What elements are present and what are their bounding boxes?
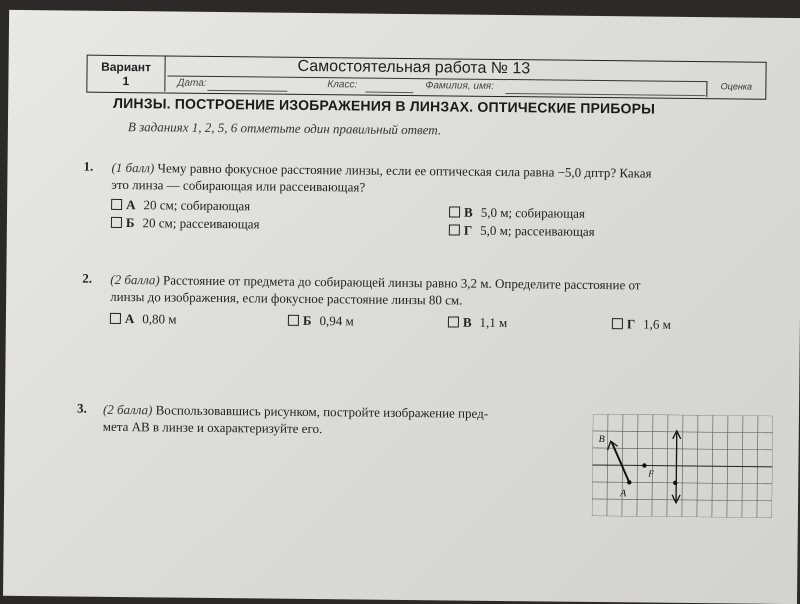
q1-points: (1 балл) xyxy=(111,159,155,176)
checkbox[interactable] xyxy=(448,316,459,327)
q2-points: (2 балла) xyxy=(110,271,160,288)
checkbox[interactable] xyxy=(288,315,299,326)
option-letter: Б xyxy=(302,312,312,329)
option-text: 0,80 м xyxy=(142,311,177,327)
variant-label: Вариант xyxy=(101,59,152,75)
option-text: 5,0 м; рассеивающая xyxy=(480,222,595,239)
lens-grid-figure xyxy=(592,414,773,518)
option-letter: Г xyxy=(626,316,636,332)
q2-line2: линзы до изображения, если фокусное расстояние линзы 80 см. xyxy=(110,288,463,308)
q2-option-b[interactable] xyxy=(288,313,354,330)
checkbox[interactable] xyxy=(612,318,623,329)
checkbox[interactable] xyxy=(449,206,460,217)
q1-number: 1. xyxy=(83,158,94,174)
option-text: 1,6 м xyxy=(643,316,672,332)
option-letter: Г xyxy=(463,222,473,238)
work-title: Самостоятельная работа № 13 xyxy=(297,57,531,78)
option-letter: А xyxy=(126,197,136,213)
class-field xyxy=(365,92,413,94)
q2-option-v[interactable] xyxy=(448,314,508,331)
q2-number: 2. xyxy=(82,270,93,286)
option-letter: Б xyxy=(125,215,135,231)
q2-option-g[interactable] xyxy=(612,316,671,333)
option-letter: В xyxy=(462,314,472,330)
page-title: ЛИНЗЫ. ПОСТРОЕНИЕ ИЗОБРАЖЕНИЯ В ЛИНЗАХ. ОПТИЧЕСКИЕ ПРИБОРЫ xyxy=(113,94,656,117)
label-a: A xyxy=(620,488,627,500)
q3-text xyxy=(103,401,583,440)
q3-line2: мета AB в линзе и охарактеризуйте его. xyxy=(102,418,323,437)
label-f: F xyxy=(648,468,654,479)
q1-option-a[interactable] xyxy=(111,197,250,214)
q2-text xyxy=(110,271,780,312)
option-text: 0,94 м xyxy=(319,313,354,329)
class-label: Класс: xyxy=(327,79,358,91)
q2-option-a[interactable] xyxy=(110,311,177,328)
q1-text xyxy=(111,159,781,200)
header-table xyxy=(86,55,766,100)
checkbox[interactable] xyxy=(111,199,122,210)
checkbox[interactable] xyxy=(111,217,122,228)
lens xyxy=(676,433,677,501)
option-letter: В xyxy=(463,204,473,220)
q1-line1: Чему равно фокусное расстояние линзы, если ее оптическая сила равна −5,0 дптр? Какая xyxy=(157,160,652,181)
date-field xyxy=(207,90,287,92)
q1-option-g[interactable] xyxy=(449,222,595,240)
instruction: В заданиях 1, 2, 5, 6 отметьте один правильный ответ. xyxy=(127,119,442,138)
name-label: Фамилия, имя: xyxy=(425,80,495,92)
option-text: 5,0 м; собирающая xyxy=(480,204,585,221)
q3-points: (2 балла) xyxy=(102,401,153,418)
checkbox[interactable] xyxy=(110,313,121,324)
checkbox[interactable] xyxy=(449,224,460,235)
worksheet-page xyxy=(3,10,800,604)
q1-line2: это линза — собирающая или рассеивающая? xyxy=(111,176,366,195)
date-label: Дата: xyxy=(177,77,207,89)
q3-number: 3. xyxy=(76,400,87,416)
option-text: 1,1 м xyxy=(479,314,508,331)
variant-number: 1 xyxy=(122,74,130,89)
grade-cell: Оценка xyxy=(706,81,765,98)
focus-left xyxy=(642,463,646,467)
label-b: B xyxy=(598,434,605,446)
name-field xyxy=(505,93,705,96)
option-text: 20 см; рассеивающая xyxy=(142,215,260,232)
option-text: 20 см; собирающая xyxy=(143,197,251,214)
q3-line1: Воспользовавшись рисунком, постройте изображение пред- xyxy=(155,402,489,421)
q1-option-v[interactable] xyxy=(449,204,585,221)
q2-line1: Расстояние от предмета до собирающей линзы равно 3,2 м. Определите расстояние от xyxy=(162,272,641,293)
q1-option-b[interactable] xyxy=(111,215,260,233)
variant-cell xyxy=(87,56,165,92)
option-letter: А xyxy=(124,311,135,327)
